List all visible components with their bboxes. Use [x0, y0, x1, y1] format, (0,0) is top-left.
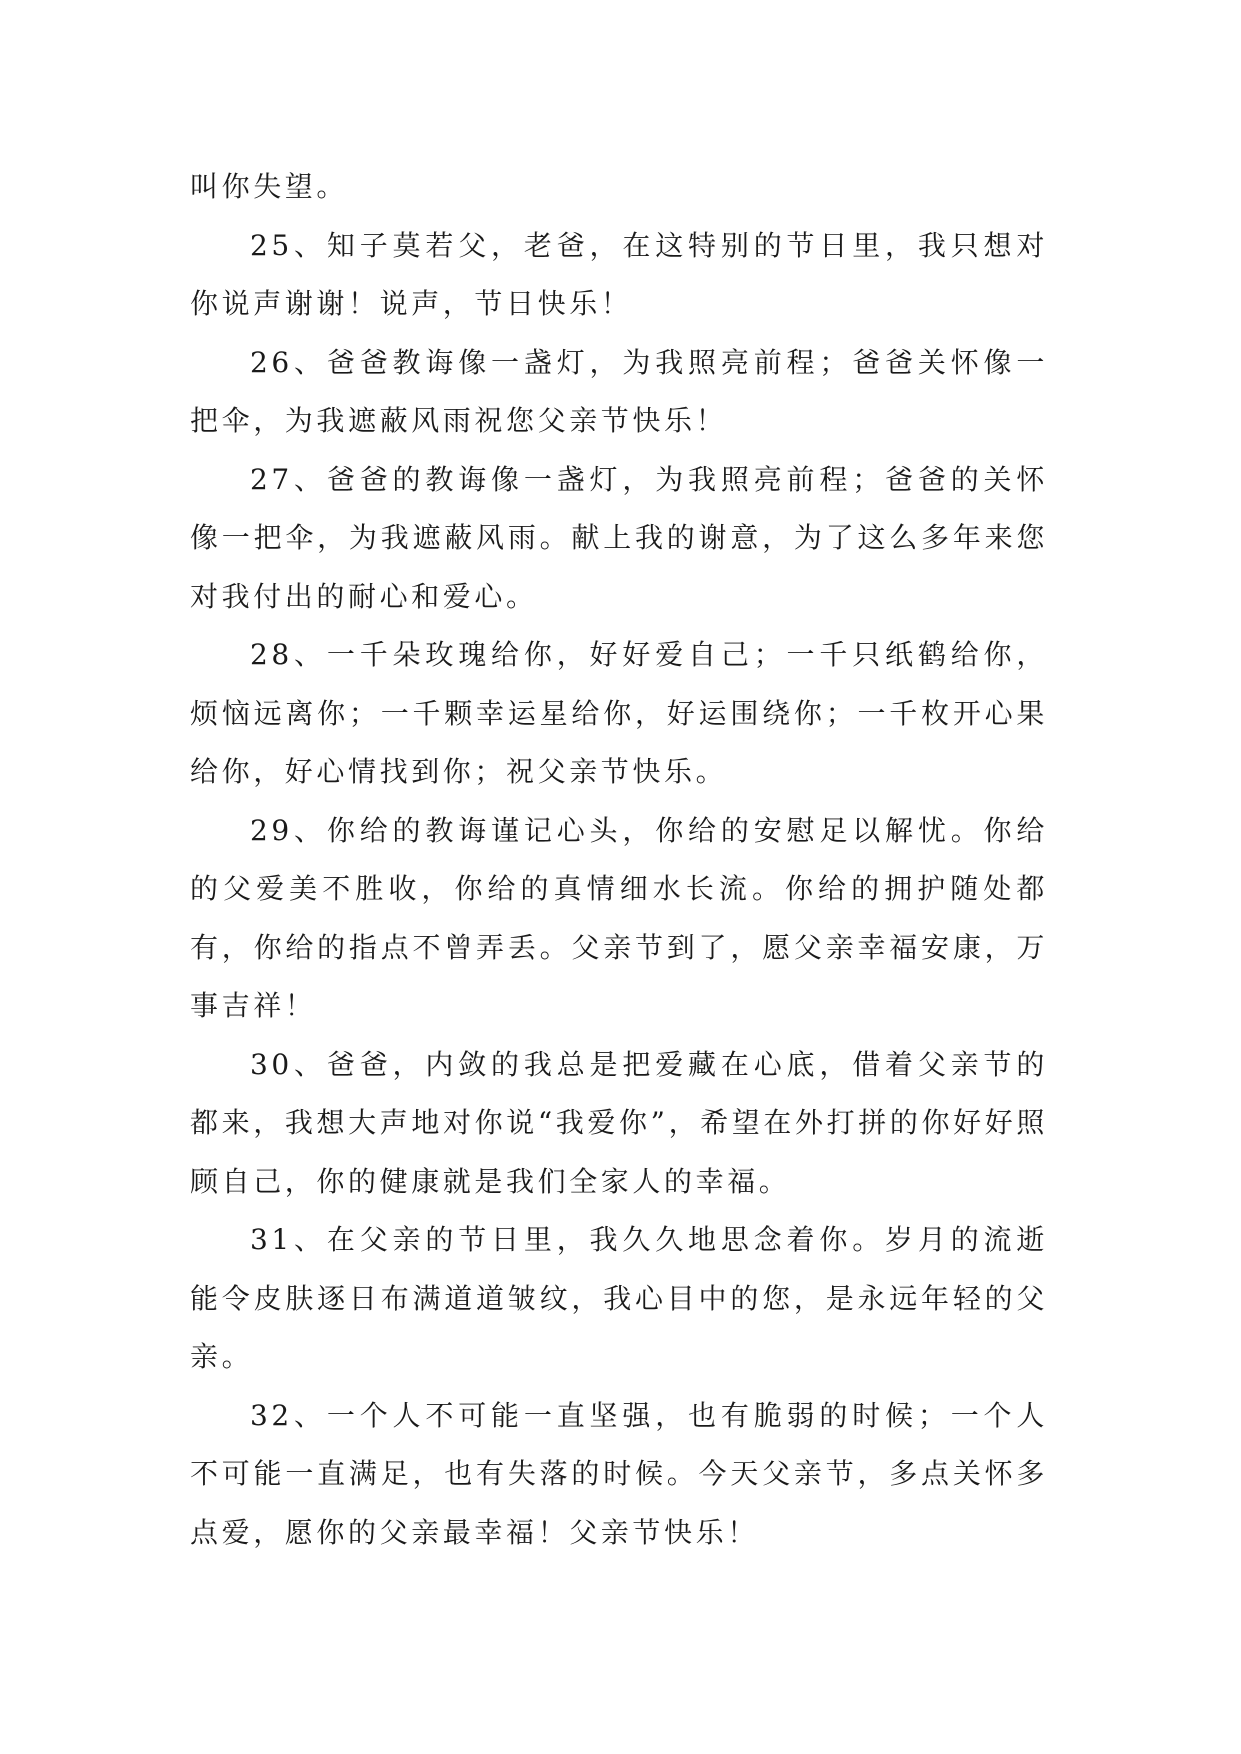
paragraph-28: 28、一千朵玫瑰给你，好好爱自己；一千只纸鹤给你，烦恼远离你；一千颗幸运星给你，好运围绕你；一千枚开心果给你，好心情找到你；祝父亲节快乐。	[190, 638, 1048, 788]
document-page	[190, 158, 1048, 1562]
paragraph-30: 30、爸爸，内敛的我总是把爱藏在心底，借着父亲节的都来，我想大声地对你说“我爱你”，希望在外打拼的你好好照顾自己，你的健康就是我们全家人的幸福。	[190, 1047, 1048, 1198]
paragraph-continuation: 叫你失望。	[190, 170, 349, 203]
paragraph-26: 26、爸爸教诲像一盏灯，为我照亮前程；爸爸关怀像一把伞，为我遮蔽风雨祝您父亲节快乐！	[190, 345, 1048, 437]
paragraph-27: 27、爸爸的教诲像一盏灯，为我照亮前程；爸爸的关怀像一把伞，为我遮蔽风雨。献上我的谢意，为了这么多年来您对我付出的耐心和爱心。	[190, 462, 1048, 613]
paragraph-32: 32、一个人不可能一直坚强，也有脆弱的时候；一个人不可能一直满足，也有失落的时候。今天父亲节，多点关怀多点爱，愿你的父亲最幸福！父亲节快乐！	[190, 1398, 1048, 1549]
paragraph-25: 25、知子莫若父，老爸，在这特别的节日里，我只想对你说声谢谢！说声，节日快乐！	[190, 228, 1048, 320]
paragraph-31: 31、在父亲的节日里，我久久地思念着你。岁月的流逝能令皮肤逐日布满道道皱纹，我心目中的您，是永远年轻的父亲。	[190, 1223, 1048, 1373]
paragraph-29: 29、你给的教诲谨记心头，你给的安慰足以解忧。你给的父爱美不胜收，你给的真情细水长流。你给的拥护随处都有，你给的指点不曾弄丢。父亲节到了，愿父亲幸福安康，万事吉祥！	[190, 813, 1048, 1022]
